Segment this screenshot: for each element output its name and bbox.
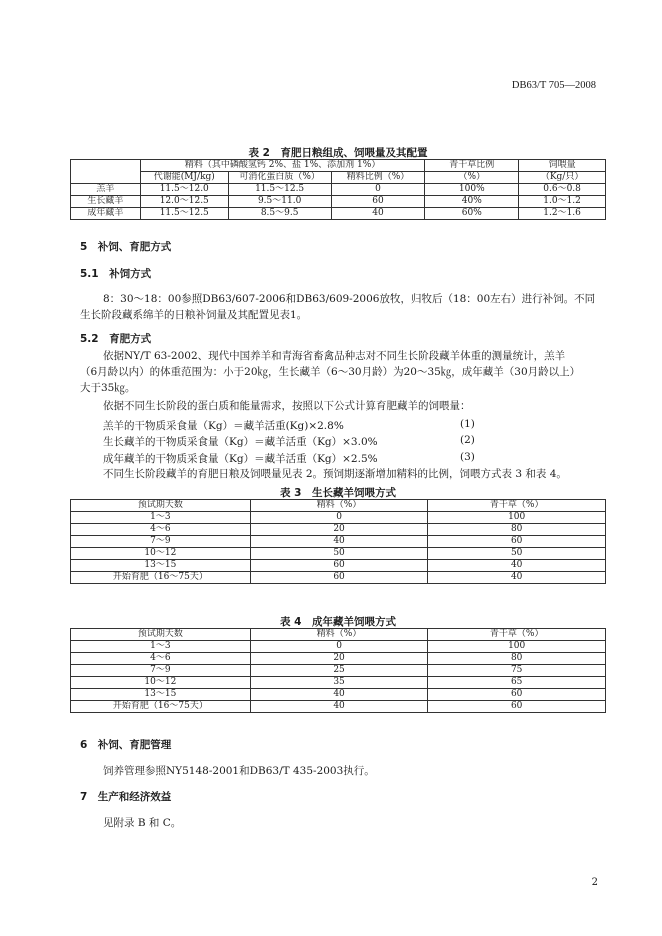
table-row	[71, 665, 606, 677]
table-row	[71, 512, 606, 524]
table2-subheader: 精料比例（%）	[331, 172, 425, 184]
table-cell: 40%	[425, 196, 519, 208]
table-cell: 60	[428, 689, 606, 701]
table2-subheader: 代谢能(MJ/kg)	[140, 172, 228, 184]
table2-hay-unit: （%）	[425, 172, 519, 184]
table-cell: 成年藏羊	[71, 208, 141, 220]
table-row	[71, 184, 606, 196]
section-5-2-paragraph-line: （6月龄以内）的体重范围为：小于20㎏，生长藏羊（6～30月龄）为20～35㎏，成年藏羊（30月龄以上）	[80, 366, 581, 378]
formula-3: 成年藏羊的干物质采食量（Kg）＝藏羊活重（Kg）×2.5%	[103, 453, 378, 465]
table2-feed-unit: （Kg/只）	[519, 172, 606, 184]
table-cell: 4～6	[71, 524, 251, 536]
formula-3-number: (3)	[460, 451, 475, 463]
section-5-2-heading: 5.2 育肥方式	[80, 333, 152, 345]
table3-header: 青干草（%）	[428, 500, 606, 512]
table-cell: 60	[250, 572, 428, 584]
table-cell: 4～6	[71, 653, 251, 665]
section-5-2-paragraph-line: 依据NY/T 63-2002、现代中国养羊和青海省畜禽品种志对不同生长阶段藏羊体重的测量统计，羔羊	[103, 350, 566, 362]
table-cell: 1.0～1.2	[519, 196, 606, 208]
table-cell: 1～3	[71, 512, 251, 524]
table-cell: 50	[428, 548, 606, 560]
table-cell: 1.2～1.6	[519, 208, 606, 220]
table-cell: 7～9	[71, 665, 251, 677]
document-id: DB63/T 705—2008	[511, 80, 596, 91]
table4-caption: 表 4 成年藏羊饲喂方式	[280, 616, 396, 628]
table-row	[71, 572, 606, 584]
table2	[70, 159, 606, 220]
table-cell: 20	[250, 524, 428, 536]
table-row	[71, 524, 606, 536]
table-cell: 0	[250, 512, 428, 524]
formula-1: 羔羊的干物质采食量（Kg）＝藏羊活重(Kg)×2.8%	[103, 420, 344, 432]
table-row	[71, 689, 606, 701]
table2-concentrate-header: 精料（其中磷酸氢钙 2%、盐 1%、添加剂 1%）	[140, 160, 425, 172]
table4-header: 预试期天数	[71, 629, 251, 641]
table-cell: 10～12	[71, 548, 251, 560]
section-5-2-paragraph-line: 不同生长阶段藏羊的育肥日粮及饲喂量见表 2。预饲期逐渐增加精料的比例，饲喂方式表 3 和表 4。	[103, 468, 567, 480]
table2-feed-header: 饲喂量	[519, 160, 606, 172]
table-cell: 10～12	[71, 677, 251, 689]
section-5-2-paragraph-line: 大于35㎏。	[80, 382, 136, 394]
section-7-paragraph: 见附录 B 和 C。	[103, 817, 182, 829]
table-cell: 13～15	[71, 560, 251, 572]
table3-header: 精料（%）	[250, 500, 428, 512]
table-cell: 开始育肥（16～75天）	[71, 572, 251, 584]
table-cell: 60	[428, 536, 606, 548]
section-5-heading: 5 补饲、育肥方式	[80, 241, 172, 253]
table-cell: 35	[250, 677, 428, 689]
table3	[70, 499, 606, 584]
table-cell: 100	[428, 641, 606, 653]
table-cell: 8.5～9.5	[228, 208, 331, 220]
table-cell: 60	[250, 560, 428, 572]
table2-subheader: 可消化蛋白质（%）	[228, 172, 331, 184]
table-cell: 13～15	[71, 689, 251, 701]
table-row	[71, 196, 606, 208]
table-cell: 100	[428, 512, 606, 524]
table4	[70, 628, 606, 713]
table-cell: 0	[250, 641, 428, 653]
table-cell: 生长藏羊	[71, 196, 141, 208]
table4-header: 青干草（%）	[428, 629, 606, 641]
table-cell: 12.0～12.5	[140, 196, 228, 208]
table-cell: 羔羊	[71, 184, 141, 196]
table-row	[71, 560, 606, 572]
table-row	[71, 701, 606, 713]
table-row	[71, 653, 606, 665]
table-cell: 0.6～0.8	[519, 184, 606, 196]
formula-1-number: (1)	[460, 418, 475, 430]
table-cell: 11.5～12.0	[140, 184, 228, 196]
table-cell: 40	[250, 536, 428, 548]
table2-caption: 表 2 育肥日粮组成、饲喂量及其配置	[248, 147, 428, 159]
table-cell: 40	[250, 689, 428, 701]
section-5-2-paragraph-line: 依据不同生长阶段的蛋白质和能量需求，按照以下公式计算育肥藏羊的饲喂量：	[103, 400, 471, 412]
table-row	[71, 536, 606, 548]
table-cell: 1～3	[71, 641, 251, 653]
table-cell: 40	[331, 208, 425, 220]
table2-hay-header: 青干草比例	[425, 160, 519, 172]
table-row	[71, 548, 606, 560]
table-cell: 100%	[425, 184, 519, 196]
table-cell: 开始育肥（16～75天）	[71, 701, 251, 713]
table-cell: 80	[428, 524, 606, 536]
formula-2-number: (2)	[460, 434, 475, 446]
table-cell: 25	[250, 665, 428, 677]
table-row	[71, 641, 606, 653]
table2-corner	[71, 160, 141, 184]
table3-header: 预试期天数	[71, 500, 251, 512]
table-cell: 11.5～12.5	[140, 208, 228, 220]
table-cell: 40	[428, 560, 606, 572]
table-cell: 60%	[425, 208, 519, 220]
formula-2: 生长藏羊的干物质采食量（Kg）＝藏羊活重（Kg）×3.0%	[103, 436, 378, 448]
table-row	[71, 677, 606, 689]
page-number: 2	[591, 877, 598, 888]
table-cell: 11.5～12.5	[228, 184, 331, 196]
section-6-paragraph: 饲养管理参照NY5148-2001和DB63/T 435-2003执行。	[103, 765, 375, 777]
table-cell: 75	[428, 665, 606, 677]
table-row	[71, 208, 606, 220]
section-5-1-heading: 5.1 补饲方式	[80, 268, 152, 280]
table-cell: 0	[331, 184, 425, 196]
table-cell: 40	[428, 572, 606, 584]
table-cell: 50	[250, 548, 428, 560]
table-cell: 7～9	[71, 536, 251, 548]
table4-header: 精料（%）	[250, 629, 428, 641]
section-5-1-paragraph-line: 生长阶段藏系绵羊的日粮补饲量及其配置见表1。	[80, 309, 308, 321]
table-cell: 20	[250, 653, 428, 665]
section-5-1-paragraph-line: 8：30～18：00参照DB63/607-2006和DB63/609-2006放牧，归牧后（18：00左右）进行补饲。不同	[103, 293, 596, 305]
section-6-heading: 6 补饲、育肥管理	[80, 739, 172, 751]
table3-caption: 表 3 生长藏羊饲喂方式	[280, 487, 396, 499]
table-cell: 60	[428, 701, 606, 713]
table-cell: 40	[250, 701, 428, 713]
table-cell: 60	[331, 196, 425, 208]
table-cell: 80	[428, 653, 606, 665]
section-7-heading: 7 生产和经济效益	[80, 791, 172, 803]
table-cell: 65	[428, 677, 606, 689]
table-cell: 9.5～11.0	[228, 196, 331, 208]
